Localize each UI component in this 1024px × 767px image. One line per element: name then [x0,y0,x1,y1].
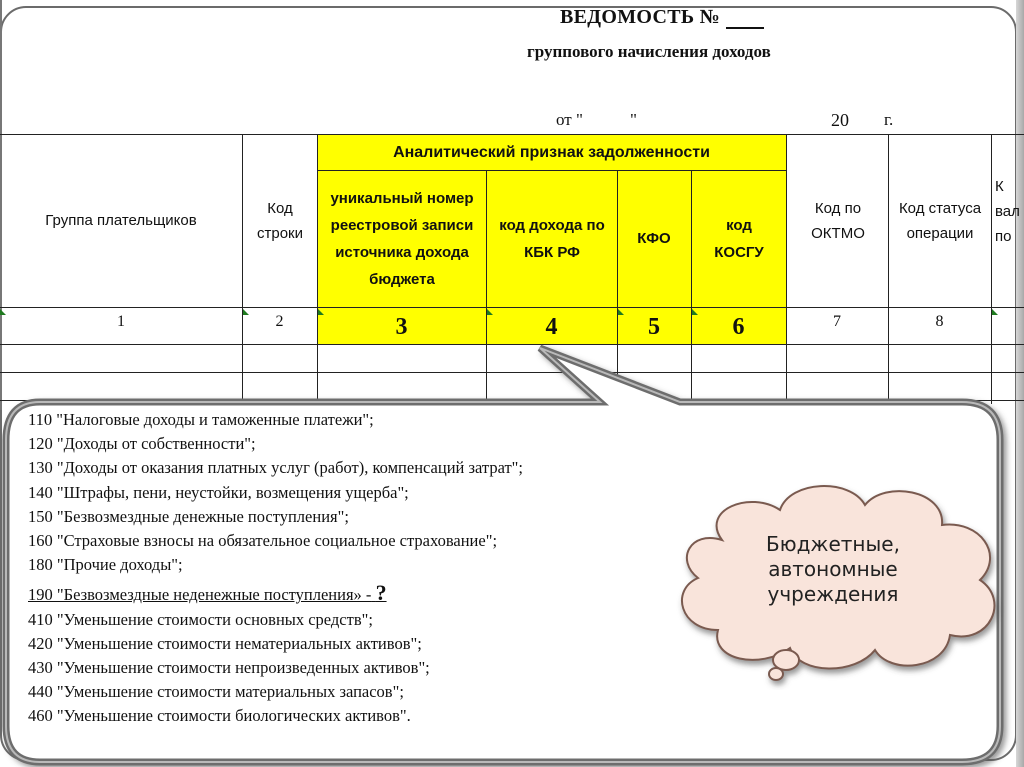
list-item: 160 "Страховые взносы на обязательное социальное страхование"; [28,531,498,551]
partial-line: вал [995,203,1020,220]
col-header-kbk: код дохода по КБК РФ [499,216,605,261]
col-number: 7 [833,313,841,330]
list-item: 440 "Уменьшение стоимости материальных запасов"; [28,682,404,702]
cloud-line: автономные [768,557,898,581]
cell-marker-icon [487,309,493,315]
number-blank [726,9,764,29]
cell-marker-icon [0,309,6,315]
list-item: 150 "Безвозмездные денежные поступления"; [28,506,349,526]
partial-line: К [995,178,1004,195]
col-group-header-analytic: Аналитический признак задолженности [393,143,710,161]
list-item: 420 "Уменьшение стоимости нематериальных активов"; [28,633,422,653]
list-item: 180 "Прочие доходы"; [28,555,183,575]
col-header-unique-number: уникальный номер реестровой записи источника дохода бюджета [330,189,474,288]
col-header-kosgu: код КОСГУ [714,216,764,261]
document-subtitle: группового начисления доходов [527,42,771,61]
question-mark: ? [375,580,387,606]
list-item-highlighted [28,581,523,607]
col-number: 8 [935,313,944,330]
col-number: 6 [732,313,745,340]
cloud-line: учреждения [767,582,899,606]
col-number: 2 [275,313,284,330]
col-header-kfo: КФО [637,230,671,247]
list-item: 460 "Уменьшение стоимости биологических активов". [28,706,411,726]
list-item: 110 "Налоговые доходы и таможенные платежи"; [28,410,374,429]
col-number: 3 [395,313,408,340]
date-prefix: от " [556,110,583,129]
cell-marker-icon [618,309,624,315]
list-item: 130 "Доходы от оказания платных услуг (работ), компенсаций затрат"; [28,458,523,478]
list-item: 410 "Уменьшение стоимости основных средств"; [28,609,373,629]
col-number: 4 [545,313,558,340]
cloud-line: Бюджетные, [766,532,900,556]
col-header-status: Код статуса операции [898,199,982,242]
list-item: 120 "Доходы от собственности"; [28,434,256,454]
list-item: 140 "Штрафы, пени, неустойки, возмещения ущерба"; [28,482,409,502]
income-codes-list [28,408,523,729]
date-year: 20 [831,110,849,130]
col-header-payer-group: Группа плательщиков [45,212,197,229]
col-header-partial [995,174,1024,264]
col-header-row-code: Код строки [257,199,303,242]
cell-marker-icon [992,309,998,315]
document-title: ВЕДОМОСТЬ № [560,6,764,29]
date-quote: " [630,110,637,129]
list-item-text: 190 "Безвозмездные неденежные поступления» - [28,585,372,605]
col-header-oktmo: Код по ОКТМО [811,199,865,242]
cloud-label [743,532,923,607]
cell-marker-icon [318,309,324,315]
cell-marker-icon [243,309,249,315]
col-number: 1 [117,313,125,330]
col-number: 5 [648,313,660,340]
cell-marker-icon [692,309,698,315]
list-item: 430 "Уменьшение стоимости непроизведенных активов"; [28,658,430,678]
date-suffix: г. [884,110,894,129]
partial-line: по [995,228,1012,245]
